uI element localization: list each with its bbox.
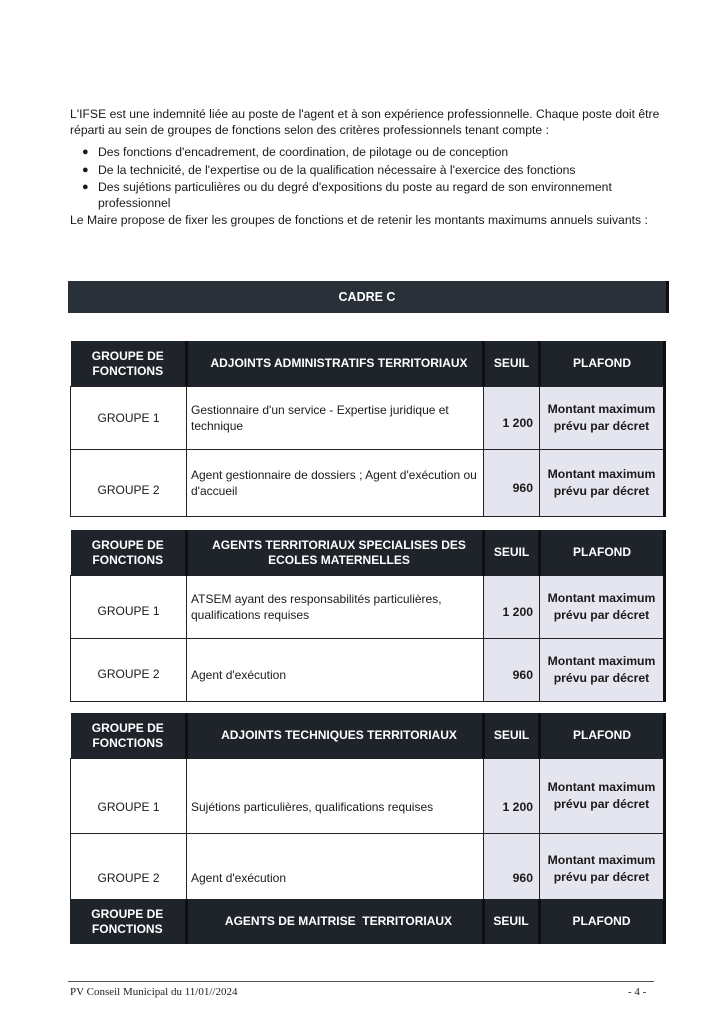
description-cell: ATSEM ayant des responsabilités particulières, qualifications requises: [187, 576, 484, 639]
seuil-cell: 1 200: [484, 759, 540, 834]
plafond-cell: Montant maximum prévu par décret: [540, 450, 665, 517]
intro-section: [70, 107, 670, 229]
table-agents-maitrise: [70, 899, 666, 944]
seuil-cell: 960: [484, 834, 540, 905]
criteria-list: [70, 145, 670, 211]
table-row: [71, 834, 665, 905]
page-number: - 4 -: [628, 986, 647, 998]
intro-paragraph: L'IFSE est une indemnité liée au poste de l'agent et à son expérience professionnelle. Chaque poste doit être réparti au sein de groupes de fonctions selon des critères professionnels tenant compte :: [70, 107, 660, 137]
table-header-row: [71, 530, 665, 576]
cadre-banner: CADRE C: [68, 281, 669, 313]
group-cell: GROUPE 2: [71, 450, 187, 517]
table-adjoints-techniques: [70, 713, 666, 905]
table-header-row: [71, 713, 665, 759]
bullet-icon: ●: [82, 181, 89, 193]
group-cell: GROUPE 2: [71, 639, 187, 702]
seuil-cell: 1 200: [484, 387, 540, 450]
table-row: [71, 450, 665, 517]
bullet-icon: ●: [82, 163, 89, 176]
table-adjoints-administratifs: [70, 341, 666, 517]
header-groupe: GROUPE DE FONCTIONS: [71, 341, 187, 387]
group-cell: GROUPE 1: [71, 759, 187, 834]
header-plafond: PLAFOND: [540, 341, 665, 387]
group-cell: GROUPE 1: [71, 576, 187, 639]
header-title: ADJOINTS TECHNIQUES TERRITORIAUX: [187, 713, 484, 759]
plafond-cell: Montant maximum prévu par décret: [540, 387, 665, 450]
table-row: [71, 639, 665, 702]
description-cell: Agent d'exécution: [187, 639, 484, 702]
plafond-cell: Montant maximum prévu par décret: [540, 834, 665, 905]
header-plafond: PLAFOND: [540, 713, 665, 759]
seuil-cell: 960: [484, 639, 540, 702]
plafond-cell: Montant maximum prévu par décret: [540, 576, 665, 639]
seuil-cell: 1 200: [484, 576, 540, 639]
description-cell: Agent gestionnaire de dossiers ; Agent d'exécution ou d'accueil: [187, 450, 484, 517]
table-header-row: [70, 899, 664, 944]
header-title: ADJOINTS ADMINISTRATIFS TERRITORIAUX: [187, 341, 484, 387]
header-seuil: SEUIL: [484, 713, 540, 759]
description-cell: Gestionnaire d'un service - Expertise juridique et technique: [187, 387, 484, 450]
header-groupe: GROUPE DE FONCTIONS: [71, 713, 187, 759]
footer-divider: [68, 981, 654, 982]
header-seuil: SEUIL: [484, 341, 540, 387]
header-seuil: SEUIL: [484, 530, 540, 576]
plafond-cell: Montant maximum prévu par décret: [540, 639, 665, 702]
group-cell: GROUPE 1: [71, 387, 187, 450]
list-item: ● De la technicité, de l'expertise ou de la qualification nécessaire à l'exercice des fonctions: [82, 162, 576, 177]
table-row: [71, 387, 665, 450]
header-groupe: GROUPE DE FONCTIONS: [70, 899, 186, 944]
header-plafond: PLAFOND: [539, 899, 664, 944]
list-item: ● Des fonctions d'encadrement, de coordination, de pilotage ou de conception: [82, 145, 509, 159]
header-plafond: PLAFOND: [540, 530, 665, 576]
intro-lead: Le Maire propose de fixer les groupes de fonctions et de retenir les montants maximums annuels suivants :: [70, 213, 648, 227]
header-title: AGENTS DE MAITRISE TERRITORIAUX: [186, 899, 483, 944]
footer-document-title: PV Conseil Municipal du 11/01//2024: [70, 986, 238, 998]
description-cell: Agent d'exécution: [187, 834, 484, 905]
header-title: AGENTS TERRITORIAUX SPECIALISES DES ECOLES MATERNELLES: [187, 530, 484, 576]
header-seuil: SEUIL: [483, 899, 539, 944]
table-atsem: [70, 530, 666, 702]
seuil-cell: 960: [484, 450, 540, 517]
plafond-cell: Montant maximum prévu par décret: [540, 759, 665, 834]
description-cell: Sujétions particulières, qualifications requises: [187, 759, 484, 834]
list-item: ● Des sujétions particulières ou du degré d'expositions du poste au regard de son environnement professionnel: [82, 180, 612, 210]
table-row: [71, 576, 665, 639]
header-groupe: GROUPE DE FONCTIONS: [71, 530, 187, 576]
table-row: [71, 759, 665, 834]
bullet-icon: ●: [82, 146, 89, 158]
group-cell: GROUPE 2: [71, 834, 187, 905]
table-header-row: [71, 341, 665, 387]
